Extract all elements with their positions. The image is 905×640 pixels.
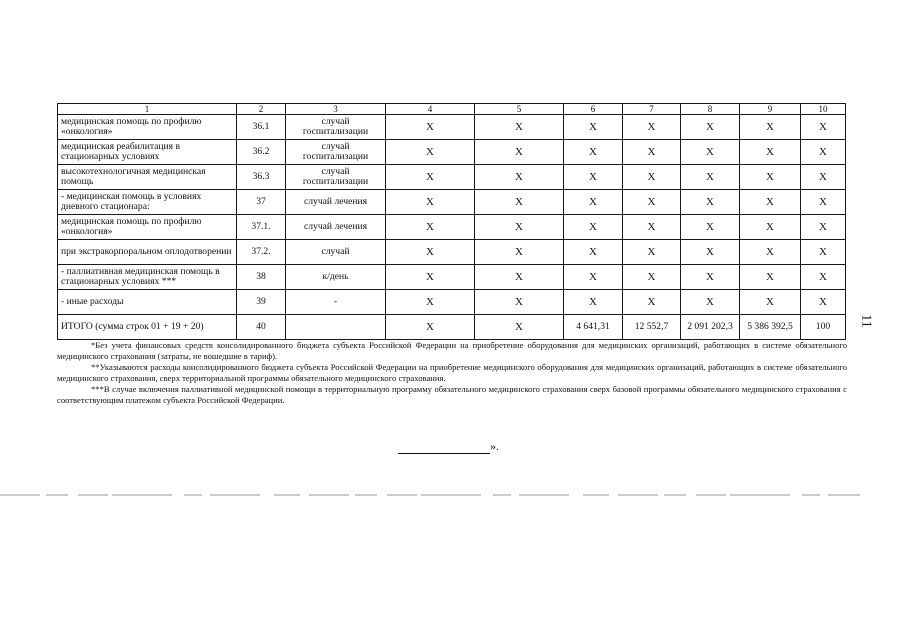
row-code-cell: 38 [237, 265, 286, 290]
row-name-cell: ИТОГО (сумма строк 01 + 19 + 20) [58, 315, 237, 340]
row-code-cell: 37.2. [237, 240, 286, 265]
value-cell: X [475, 165, 564, 190]
table-row [58, 165, 846, 190]
value-cell: X [475, 290, 564, 315]
value-cell: X [564, 290, 623, 315]
value-cell: X [801, 190, 846, 215]
scan-edge-artifact [0, 494, 860, 497]
value-cell: X [740, 215, 801, 240]
value-cell: X [386, 315, 475, 340]
row-code-cell: 39 [237, 290, 286, 315]
row-unit-cell: - [286, 290, 386, 315]
value-cell: X [475, 215, 564, 240]
value-cell: X [801, 165, 846, 190]
row-code-cell: 40 [237, 315, 286, 340]
value-cell: X [475, 240, 564, 265]
value-cell: X [740, 165, 801, 190]
value-cell: X [740, 290, 801, 315]
value-cell: X [623, 165, 681, 190]
value-cell: X [386, 190, 475, 215]
row-name-cell: медицинская помощь по профилю «онкология» [58, 215, 237, 240]
row-code-cell: 37.1. [237, 215, 286, 240]
table-row [58, 115, 846, 140]
table-row [58, 265, 846, 290]
value-cell: X [623, 265, 681, 290]
row-name-cell: медицинская реабилитация в стационарных условиях [58, 140, 237, 165]
value-cell: X [386, 265, 475, 290]
value-cell: X [475, 315, 564, 340]
value-cell: X [801, 140, 846, 165]
row-code-cell: 36.1 [237, 115, 286, 140]
column-number: 7 [623, 104, 681, 115]
column-number: 8 [681, 104, 740, 115]
row-unit-cell: случай [286, 240, 386, 265]
row-unit-cell: случай госпитализации [286, 140, 386, 165]
value-cell: 12 552,7 [623, 315, 681, 340]
value-cell: X [386, 165, 475, 190]
value-cell: X [475, 115, 564, 140]
value-cell: 5 386 392,5 [740, 315, 801, 340]
value-cell: X [681, 240, 740, 265]
column-number: 9 [740, 104, 801, 115]
value-cell: X [623, 240, 681, 265]
expenditure-table [57, 103, 846, 340]
table-row [58, 190, 846, 215]
table-row [58, 290, 846, 315]
value-cell: X [801, 290, 846, 315]
value-cell: X [564, 115, 623, 140]
value-cell: X [564, 140, 623, 165]
column-number: 5 [475, 104, 564, 115]
table-row [58, 240, 846, 265]
value-cell: 100 [801, 315, 846, 340]
value-cell: X [386, 215, 475, 240]
value-cell: X [740, 140, 801, 165]
value-cell: X [801, 215, 846, 240]
closing-quote: ». [490, 439, 499, 453]
value-cell: X [681, 140, 740, 165]
value-cell: X [740, 190, 801, 215]
value-cell: X [623, 190, 681, 215]
value-cell: X [386, 115, 475, 140]
value-cell: X [475, 140, 564, 165]
value-cell: 4 641,31 [564, 315, 623, 340]
value-cell: X [681, 190, 740, 215]
signature-line [398, 440, 490, 454]
footnotes [57, 340, 847, 406]
value-cell: X [681, 215, 740, 240]
row-code-cell: 36.3 [237, 165, 286, 190]
table-row [58, 140, 846, 165]
column-number: 4 [386, 104, 475, 115]
row-name-cell: - иные расходы [58, 290, 237, 315]
value-cell: X [564, 165, 623, 190]
value-cell: X [623, 115, 681, 140]
value-cell: X [623, 215, 681, 240]
column-number: 2 [237, 104, 286, 115]
value-cell: X [564, 215, 623, 240]
value-cell: X [564, 265, 623, 290]
value-cell: X [475, 265, 564, 290]
row-unit-cell: случай лечения [286, 215, 386, 240]
value-cell: X [681, 290, 740, 315]
row-name-cell: при экстракорпоральном оплодотворении [58, 240, 237, 265]
value-cell: X [801, 240, 846, 265]
value-cell: X [623, 140, 681, 165]
value-cell: X [681, 115, 740, 140]
row-unit-cell: случай госпитализации [286, 115, 386, 140]
row-name-cell: медицинская помощь по профилю «онкология» [58, 115, 237, 140]
column-number: 10 [801, 104, 846, 115]
value-cell: X [740, 265, 801, 290]
value-cell: X [681, 265, 740, 290]
row-unit-cell: случай госпитализации [286, 165, 386, 190]
value-cell: 2 091 202,3 [681, 315, 740, 340]
table-row [58, 215, 846, 240]
value-cell: X [801, 265, 846, 290]
closing-mark [398, 439, 499, 454]
value-cell: X [623, 290, 681, 315]
row-name-cell: - паллиативная медицинская помощь в стационарных условиях *** [58, 265, 237, 290]
footnote-1: *Без учета финансовых средств консолидированного бюджета субъекта Российской Федерации на приобретение оборудования для медицинских организаций, работающих в системе обязательного медицинского страхования (затраты, не вошедшие в тариф). [57, 340, 847, 361]
row-code-cell: 36.2 [237, 140, 286, 165]
row-name-cell: высокотехнологичная медицинская помощь [58, 165, 237, 190]
column-number: 1 [58, 104, 237, 115]
page-number: 11 [858, 314, 874, 328]
column-number: 3 [286, 104, 386, 115]
row-unit-cell [286, 315, 386, 340]
table-row [58, 315, 846, 340]
row-unit-cell: к/день [286, 265, 386, 290]
value-cell: X [386, 240, 475, 265]
row-name-cell: - медицинская помощь в условиях дневного стационара: [58, 190, 237, 215]
value-cell: X [564, 190, 623, 215]
row-code-cell: 37 [237, 190, 286, 215]
value-cell: X [681, 165, 740, 190]
footnote-3: ***В случае включения паллиативной медицинской помощи в территориальную программу обязательного медицинского страхования сверх базовой программы обязательного медицинского страхования с соответствующим платежом субъекта Российской Федерации. [57, 384, 847, 405]
row-unit-cell: случай лечения [286, 190, 386, 215]
footnote-2: **Указываются расходы консолидированного бюджета субъекта Российской Федерации на приобретение медицинского оборудования для медицинских организаций, работающих в системе обязательного медицинского страхования, сверх территориальной программы обязательного медицинского страхования. [57, 362, 847, 383]
value-cell: X [740, 115, 801, 140]
value-cell: X [386, 290, 475, 315]
table-header-row [58, 104, 846, 115]
value-cell: X [475, 190, 564, 215]
value-cell: X [386, 140, 475, 165]
value-cell: X [740, 240, 801, 265]
value-cell: X [564, 240, 623, 265]
column-number: 6 [564, 104, 623, 115]
value-cell: X [801, 115, 846, 140]
